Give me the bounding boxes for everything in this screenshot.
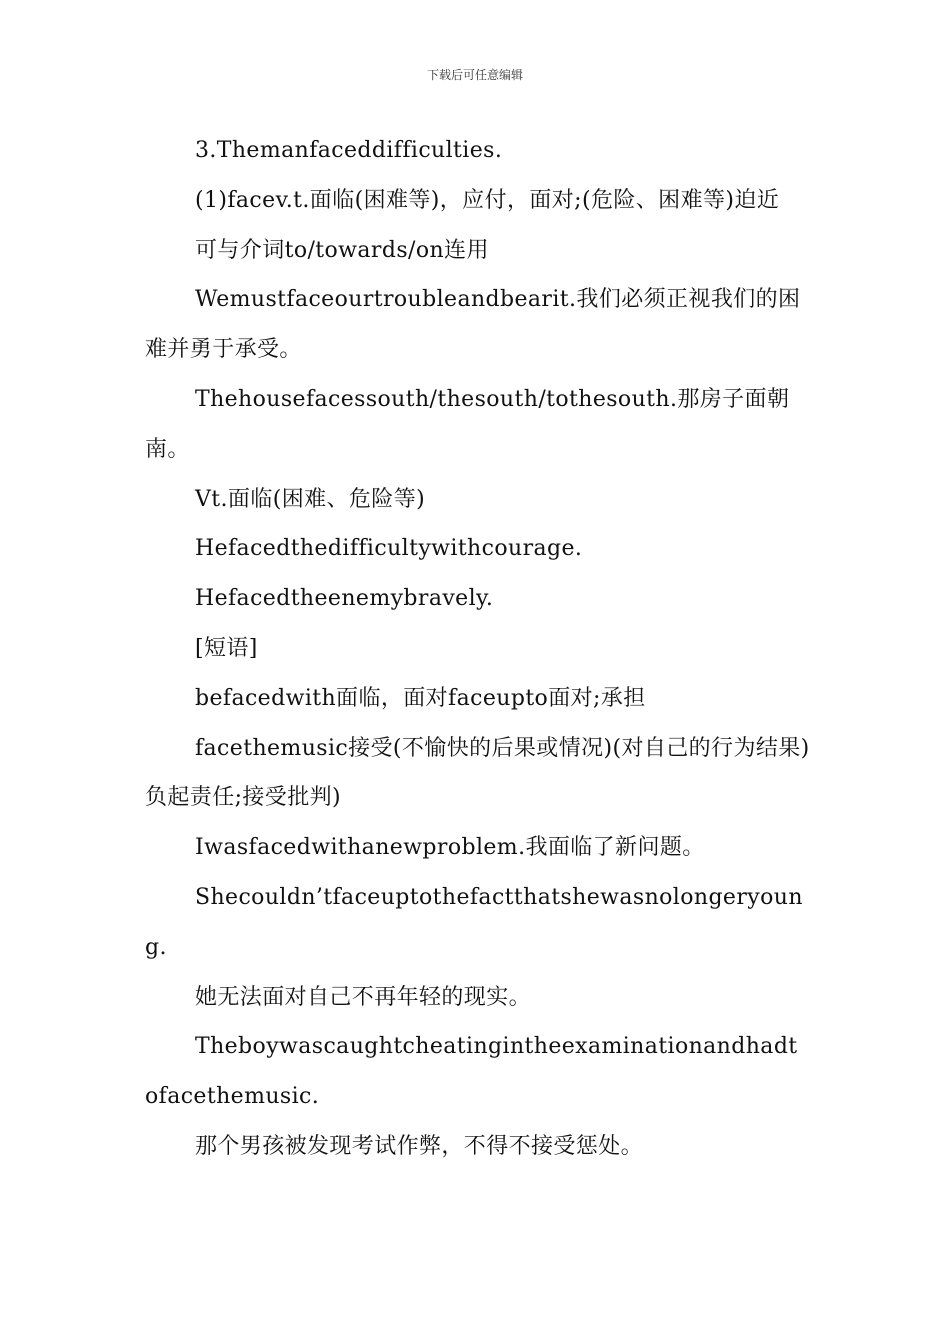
paragraph-example: Theboywascaughtcheatingintheexaminationandhadtofacethemusic. bbox=[145, 1034, 798, 1110]
paragraph-section-label: [短语] bbox=[195, 635, 258, 661]
paragraph-heading: 3.Themanfaceddifficulties. bbox=[195, 138, 503, 163]
paragraph-example: Hefacedtheenemybravely. bbox=[195, 586, 494, 612]
paragraph-translation: 她无法面对自己不再年轻的现实。 bbox=[195, 984, 532, 1010]
paragraph-example: Hefacedthedifficultywithcourage. bbox=[195, 536, 583, 562]
paragraph-translation: 那个男孩被发现考试作弊，不得不接受惩处。 bbox=[195, 1133, 644, 1159]
paragraph-example: Iwasfacedwithanewproblem.我面临了新问题。 bbox=[195, 835, 705, 861]
paragraph-usage-note: 可与介词to/towards/on连用 bbox=[195, 237, 489, 263]
page-header-note: 下载后可任意编辑 bbox=[426, 68, 523, 82]
paragraph-example: Thehousefacessouth/thesouth/tothesouth.那房子面朝南。 bbox=[145, 386, 790, 462]
paragraph-definition: Vt.面临(困难、危险等) bbox=[195, 486, 426, 512]
paragraph-phrases: facethemusic接受(不愉快的后果或情况)(对自己的行为结果)负起责任;接受批判) bbox=[145, 735, 810, 811]
paragraph-example: Shecouldn’tfaceuptothefactthatshewasnolongeryoung. bbox=[145, 884, 803, 960]
paragraph-example: Wemustfaceourtroubleandbearit.我们必须正视我们的困难并勇于承受。 bbox=[145, 287, 801, 363]
paragraph-definition: (1)facev.t.面临(困难等)，应付，面对;(危险、困难等)迫近 bbox=[195, 187, 780, 213]
document-body bbox=[145, 126, 810, 1172]
paragraph-phrases: befacedwith面临，面对faceupto面对;承担 bbox=[195, 685, 646, 711]
